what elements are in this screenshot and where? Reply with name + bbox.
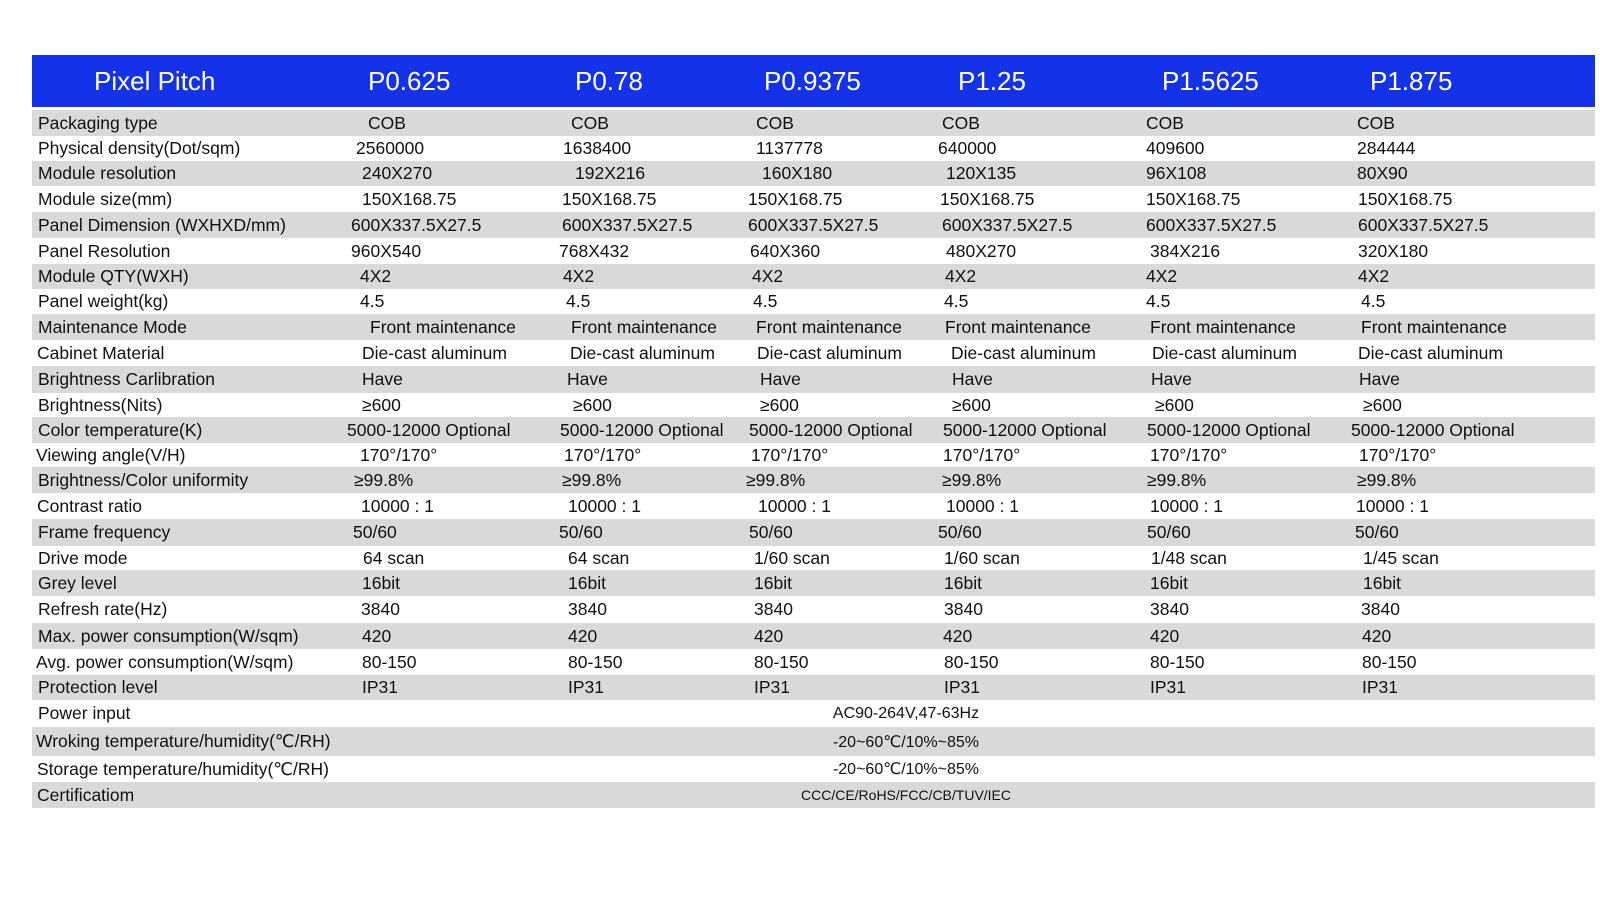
table-header	[32, 55, 1595, 107]
row-label-color-temperature-k: Color temperature(K)	[38, 419, 203, 440]
cell-max-power-consumption-w-sqm-p0-9375: 420	[754, 625, 784, 646]
cell-packaging-type-p1-5625: COB	[1146, 112, 1184, 133]
cell-frame-frequency-p1-5625: 50/60	[1147, 522, 1191, 542]
cell-viewing-angle-v-h-p1-5625: 170°/170°	[1150, 444, 1228, 465]
cell-brightness-color-uniformity-p0-625: ≥99.8%	[354, 469, 414, 490]
cell-cabinet-material-p0-625: Die-cast aluminum	[362, 342, 507, 363]
cell-panel-dimension-wxhxd-mm-p0-625: 600X337.5X27.5	[351, 214, 482, 235]
table-body	[32, 107, 1595, 808]
table-row	[32, 212, 1595, 238]
cell-brightness-color-uniformity-p1-25: ≥99.8%	[942, 469, 1002, 490]
row-label-storage-temperature-humidity-rh: Storage temperature/humidity(℃/RH)	[37, 758, 329, 779]
row-label-packaging-type: Packaging type	[38, 112, 158, 133]
table-row	[32, 161, 1595, 186]
table-row	[32, 519, 1595, 546]
cell-physical-density-dot-sqm-p0-9375: 1137778	[756, 138, 823, 158]
cell-refresh-rate-hz-p1-25: 3840	[944, 599, 983, 619]
cell-panel-weight-kg-p1-875: 4.5	[1361, 291, 1386, 311]
row-label-contrast-ratio: Contrast ratio	[37, 495, 143, 516]
cell-module-size-mm-p1-5625: 150X168.75	[1146, 188, 1241, 209]
cell-module-qty-wxh-p1-5625: 4X2	[1146, 266, 1178, 286]
cell-module-resolution-p0-78: 192X216	[575, 163, 646, 183]
cell-maintenance-mode-p1-5625: Front maintenance	[1150, 316, 1296, 337]
cell-refresh-rate-hz-p0-78: 3840	[568, 599, 607, 619]
cell-module-resolution-p1-5625: 96X108	[1146, 163, 1207, 183]
cell-drive-mode-p0-625: 64 scan	[363, 547, 425, 568]
cell-avg-power-consumption-w-sqm-p0-9375: 80-150	[754, 651, 809, 672]
cell-brightness-carlibration-p0-9375: Have	[760, 369, 801, 389]
cell-packaging-type-p0-9375: COB	[756, 112, 794, 133]
row-label-panel-dimension-wxhxd-mm: Panel Dimension (WXHXD/mm)	[38, 214, 286, 235]
cell-protection-level-p0-9375: IP31	[754, 677, 790, 697]
cell-panel-resolution-p1-5625: 384X216	[1150, 240, 1221, 261]
cell-drive-mode-p1-5625: 1/48 scan	[1151, 547, 1227, 568]
cell-max-power-consumption-w-sqm-p1-25: 420	[943, 625, 973, 646]
cell-brightness-color-uniformity-p0-9375: ≥99.8%	[746, 469, 806, 490]
cell-physical-density-dot-sqm-p0-625: 2560000	[356, 138, 425, 158]
cell-packaging-type-p1-25: COB	[942, 112, 980, 133]
cell-brightness-nits-p0-78: ≥600	[573, 394, 612, 415]
cell-module-resolution-p1-875: 80X90	[1357, 163, 1408, 183]
cell-panel-weight-kg-p0-625: 4.5	[360, 291, 385, 311]
cell-protection-level-p1-875: IP31	[1362, 677, 1398, 697]
cell-brightness-color-uniformity-p1-5625: ≥99.8%	[1147, 469, 1207, 490]
cell-module-resolution-p0-9375: 160X180	[762, 163, 833, 183]
row-label-brightness-color-uniformity: Brightness/Color uniformity	[38, 469, 249, 490]
cell-panel-resolution-p0-9375: 640X360	[750, 240, 821, 261]
cell-brightness-nits-p0-625: ≥600	[362, 394, 401, 415]
cell-physical-density-dot-sqm-p1-25: 640000	[938, 138, 997, 158]
cell-physical-density-dot-sqm-p1-5625: 409600	[1146, 138, 1205, 158]
table-row	[32, 493, 1595, 519]
cell-brightness-carlibration-p0-78: Have	[567, 369, 608, 389]
cell-module-resolution-p0-625: 240X270	[362, 163, 433, 183]
cell-contrast-ratio-p0-78: 10000 : 1	[568, 495, 641, 516]
cell-drive-mode-p0-9375: 1/60 scan	[754, 547, 830, 568]
cell-cabinet-material-p1-875: Die-cast aluminum	[1358, 342, 1503, 363]
cell-refresh-rate-hz-p0-625: 3840	[361, 599, 400, 619]
table-row-merged	[32, 700, 1595, 727]
merged-value-certificatiom: CCC/CE/RoHS/FCC/CB/TUV/IEC	[800, 787, 1012, 803]
cell-panel-dimension-wxhxd-mm-p1-25: 600X337.5X27.5	[942, 214, 1073, 235]
cell-module-qty-wxh-p0-78: 4X2	[563, 266, 595, 286]
header-pitch-p1-5625: P1.5625	[1162, 65, 1259, 96]
cell-brightness-carlibration-p1-25: Have	[952, 369, 993, 389]
cell-avg-power-consumption-w-sqm-p1-875: 80-150	[1362, 651, 1417, 672]
table-row	[32, 675, 1595, 700]
cell-panel-weight-kg-p1-25: 4.5	[944, 291, 969, 311]
cell-panel-resolution-p0-625: 960X540	[351, 240, 422, 261]
cell-panel-dimension-wxhxd-mm-p0-9375: 600X337.5X27.5	[748, 214, 879, 235]
table-row	[32, 467, 1595, 493]
cell-drive-mode-p1-875: 1/45 scan	[1363, 547, 1439, 568]
cell-grey-level-p0-78: 16bit	[568, 572, 606, 593]
cell-contrast-ratio-p1-5625: 10000 : 1	[1150, 495, 1223, 516]
header-pitch-p0-9375: P0.9375	[764, 65, 861, 96]
cell-brightness-color-uniformity-p1-875: ≥99.8%	[1357, 469, 1417, 490]
row-label-brightness-carlibration: Brightness Carlibration	[38, 369, 216, 389]
table-row	[32, 596, 1595, 623]
cell-frame-frequency-p0-625: 50/60	[353, 522, 397, 542]
cell-grey-level-p0-9375: 16bit	[754, 572, 792, 593]
row-label-maintenance-mode: Maintenance Mode	[38, 316, 187, 337]
cell-refresh-rate-hz-p1-875: 3840	[1361, 599, 1400, 619]
cell-protection-level-p1-25: IP31	[944, 677, 980, 697]
cell-module-size-mm-p0-9375: 150X168.75	[748, 188, 843, 209]
cell-maintenance-mode-p1-25: Front maintenance	[945, 316, 1091, 337]
cell-panel-dimension-wxhxd-mm-p0-78: 600X337.5X27.5	[562, 214, 693, 235]
table-row	[32, 623, 1595, 649]
cell-grey-level-p1-25: 16bit	[944, 572, 982, 593]
cell-module-size-mm-p1-25: 150X168.75	[940, 188, 1035, 209]
cell-cabinet-material-p1-25: Die-cast aluminum	[951, 342, 1096, 363]
cell-refresh-rate-hz-p1-5625: 3840	[1150, 599, 1189, 619]
table-row	[32, 546, 1595, 570]
cell-brightness-nits-p1-875: ≥600	[1363, 394, 1402, 415]
cell-module-qty-wxh-p1-25: 4X2	[945, 266, 977, 286]
cell-contrast-ratio-p0-9375: 10000 : 1	[758, 495, 831, 516]
cell-brightness-nits-p0-9375: ≥600	[760, 394, 799, 415]
cell-max-power-consumption-w-sqm-p0-78: 420	[568, 625, 598, 646]
cell-module-resolution-p1-25: 120X135	[946, 163, 1017, 183]
table-row	[32, 110, 1595, 136]
row-label-viewing-angle-v-h: Viewing angle(V/H)	[36, 444, 186, 465]
cell-brightness-carlibration-p1-5625: Have	[1151, 369, 1192, 389]
cell-protection-level-p0-625: IP31	[362, 677, 398, 697]
table-row-merged	[32, 756, 1595, 782]
row-label-wroking-temperature-humidity-rh: Wroking temperature/humidity(℃/RH)	[36, 731, 331, 751]
cell-contrast-ratio-p0-625: 10000 : 1	[361, 495, 434, 516]
cell-maintenance-mode-p1-875: Front maintenance	[1361, 316, 1507, 337]
cell-frame-frequency-p1-25: 50/60	[938, 522, 982, 542]
cell-frame-frequency-p0-78: 50/60	[559, 522, 603, 542]
table-row	[32, 570, 1595, 596]
cell-max-power-consumption-w-sqm-p0-625: 420	[362, 625, 392, 646]
header-pitch-p0-625: P0.625	[368, 65, 451, 96]
row-label-max-power-consumption-w-sqm: Max. power consumption(W/sqm)	[38, 625, 299, 646]
cell-viewing-angle-v-h-p0-9375: 170°/170°	[751, 444, 829, 465]
cell-color-temperature-k-p1-5625: 5000-12000 Optional	[1147, 419, 1311, 440]
cell-max-power-consumption-w-sqm-p1-875: 420	[1362, 625, 1392, 646]
cell-avg-power-consumption-w-sqm-p1-5625: 80-150	[1150, 651, 1205, 672]
cell-avg-power-consumption-w-sqm-p1-25: 80-150	[944, 651, 999, 672]
cell-module-size-mm-p0-625: 150X168.75	[362, 188, 457, 209]
row-label-drive-mode: Drive mode	[38, 547, 128, 568]
cell-packaging-type-p0-78: COB	[571, 112, 609, 133]
cell-drive-mode-p0-78: 64 scan	[568, 547, 630, 568]
cell-grey-level-p0-625: 16bit	[362, 572, 400, 593]
cell-panel-resolution-p1-875: 320X180	[1358, 240, 1429, 261]
table-row	[32, 393, 1595, 417]
table-row	[32, 238, 1595, 264]
table-row	[32, 264, 1595, 289]
cell-physical-density-dot-sqm-p0-78: 1638400	[563, 138, 632, 158]
table-row	[32, 340, 1595, 366]
table-row	[32, 289, 1595, 314]
cell-viewing-angle-v-h-p0-78: 170°/170°	[564, 444, 642, 465]
cell-brightness-color-uniformity-p0-78: ≥99.8%	[562, 469, 622, 490]
cell-module-size-mm-p0-78: 150X168.75	[562, 188, 657, 209]
cell-color-temperature-k-p0-78: 5000-12000 Optional	[560, 419, 724, 440]
row-label-brightness-nits: Brightness(Nits)	[38, 394, 163, 415]
cell-contrast-ratio-p1-875: 10000 : 1	[1356, 495, 1429, 516]
cell-maintenance-mode-p0-625: Front maintenance	[370, 316, 516, 337]
cell-color-temperature-k-p1-25: 5000-12000 Optional	[943, 419, 1107, 440]
row-label-physical-density-dot-sqm: Physical density(Dot/sqm)	[38, 138, 241, 158]
header-row	[32, 55, 1595, 107]
merged-value-storage-temperature-humidity-rh: -20~60℃/10%~85%	[832, 761, 980, 778]
spec-table	[32, 55, 1595, 808]
row-label-refresh-rate-hz: Refresh rate(Hz)	[38, 599, 168, 619]
cell-brightness-nits-p1-25: ≥600	[952, 394, 991, 415]
row-label-frame-frequency: Frame frequency	[38, 522, 171, 542]
cell-viewing-angle-v-h-p1-875: 170°/170°	[1359, 444, 1437, 465]
cell-color-temperature-k-p1-875: 5000-12000 Optional	[1351, 419, 1515, 440]
cell-module-qty-wxh-p1-875: 4X2	[1358, 266, 1390, 286]
cell-panel-weight-kg-p0-78: 4.5	[566, 291, 591, 311]
table-row	[32, 314, 1595, 340]
row-label-protection-level: Protection level	[38, 677, 158, 697]
table-row	[32, 136, 1595, 161]
cell-cabinet-material-p0-9375: Die-cast aluminum	[757, 342, 902, 363]
cell-avg-power-consumption-w-sqm-p0-78: 80-150	[568, 651, 623, 672]
cell-maintenance-mode-p0-9375: Front maintenance	[756, 316, 902, 337]
cell-color-temperature-k-p0-9375: 5000-12000 Optional	[749, 419, 913, 440]
cell-drive-mode-p1-25: 1/60 scan	[944, 547, 1020, 568]
cell-module-qty-wxh-p0-9375: 4X2	[752, 266, 784, 286]
cell-cabinet-material-p0-78: Die-cast aluminum	[570, 342, 715, 363]
table-row-merged	[32, 782, 1595, 808]
cell-protection-level-p0-78: IP31	[568, 677, 604, 697]
cell-panel-weight-kg-p1-5625: 4.5	[1146, 291, 1171, 311]
cell-viewing-angle-v-h-p0-625: 170°/170°	[360, 444, 438, 465]
cell-panel-resolution-p1-25: 480X270	[946, 240, 1017, 261]
row-label-panel-resolution: Panel Resolution	[38, 240, 171, 261]
table-row	[32, 417, 1595, 443]
table-row	[32, 366, 1595, 393]
row-label-grey-level: Grey level	[38, 572, 117, 593]
header-pitch-p1-25: P1.25	[958, 65, 1026, 96]
header-pitch-p0-78: P0.78	[575, 65, 643, 96]
cell-brightness-carlibration-p1-875: Have	[1359, 369, 1400, 389]
row-label-avg-power-consumption-w-sqm: Avg. power consumption(W/sqm)	[36, 651, 294, 672]
cell-brightness-carlibration-p0-625: Have	[362, 369, 403, 389]
cell-refresh-rate-hz-p0-9375: 3840	[754, 599, 793, 619]
row-label-power-input: Power input	[38, 703, 131, 723]
cell-viewing-angle-v-h-p1-25: 170°/170°	[943, 444, 1021, 465]
cell-panel-dimension-wxhxd-mm-p1-5625: 600X337.5X27.5	[1146, 214, 1277, 235]
header-label: Pixel Pitch	[94, 65, 216, 96]
cell-avg-power-consumption-w-sqm-p0-625: 80-150	[362, 651, 417, 672]
cell-color-temperature-k-p0-625: 5000-12000 Optional	[347, 419, 511, 440]
row-label-module-qty-wxh: Module QTY(WXH)	[38, 266, 189, 286]
cell-panel-resolution-p0-78: 768X432	[559, 240, 630, 261]
cell-frame-frequency-p1-875: 50/60	[1355, 522, 1399, 542]
row-label-panel-weight-kg: Panel weight(kg)	[38, 291, 169, 311]
cell-packaging-type-p0-625: COB	[368, 112, 406, 133]
row-label-module-size-mm: Module size(mm)	[38, 188, 173, 209]
cell-brightness-nits-p1-5625: ≥600	[1155, 394, 1194, 415]
cell-packaging-type-p1-875: COB	[1357, 112, 1395, 133]
cell-max-power-consumption-w-sqm-p1-5625: 420	[1150, 625, 1180, 646]
cell-module-size-mm-p1-875: 150X168.75	[1358, 188, 1453, 209]
cell-panel-weight-kg-p0-9375: 4.5	[753, 291, 778, 311]
cell-module-qty-wxh-p0-625: 4X2	[360, 266, 392, 286]
table-row-merged	[32, 727, 1595, 756]
table-row	[32, 443, 1595, 467]
cell-frame-frequency-p0-9375: 50/60	[749, 522, 793, 542]
merged-value-power-input: AC90-264V,47-63Hz	[832, 704, 980, 722]
row-label-cabinet-material: Cabinet Material	[37, 342, 165, 363]
row-label-certificatiom: Certificatiom	[37, 784, 135, 805]
table-row	[32, 186, 1595, 212]
table-row	[32, 649, 1595, 675]
cell-physical-density-dot-sqm-p1-875: 284444	[1357, 138, 1416, 158]
cell-maintenance-mode-p0-78: Front maintenance	[571, 316, 717, 337]
cell-protection-level-p1-5625: IP31	[1150, 677, 1186, 697]
row-label-module-resolution: Module resolution	[38, 163, 177, 183]
merged-value-wroking-temperature-humidity-rh: -20~60℃/10%~85%	[832, 733, 980, 751]
cell-grey-level-p1-5625: 16bit	[1150, 572, 1188, 593]
header-pitch-p1-875: P1.875	[1370, 65, 1453, 96]
cell-cabinet-material-p1-5625: Die-cast aluminum	[1152, 342, 1297, 363]
cell-panel-dimension-wxhxd-mm-p1-875: 600X337.5X27.5	[1358, 214, 1489, 235]
cell-contrast-ratio-p1-25: 10000 : 1	[946, 495, 1019, 516]
cell-grey-level-p1-875: 16bit	[1363, 572, 1401, 593]
